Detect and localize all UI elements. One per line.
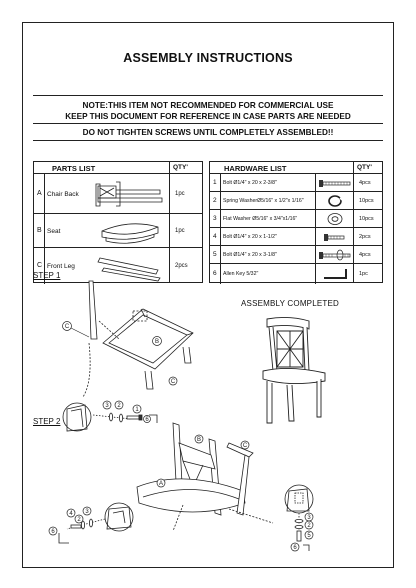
callout-6: 6 — [145, 417, 149, 423]
spring-washer-icon — [318, 194, 352, 208]
notice-line-3: DO NOT TIGHTEN SCREWS UNTIL COMPLETELY ASSEMBLED!! — [33, 123, 383, 138]
notice-line-2: KEEP THIS DOCUMENT FOR REFERENCE IN CASE PARTS ARE NEEDED — [65, 112, 351, 121]
hardware-name: Bolt Ø1/4" x 20 x 3-1/8" — [223, 252, 277, 258]
part-letter: C — [37, 262, 43, 269]
step-1-label: STEP 1 — [33, 271, 61, 280]
hardware-qty: 10pcs — [359, 198, 374, 204]
hardware-qty-heading: QTY' — [357, 164, 372, 171]
hardware-row — [210, 228, 382, 246]
hardware-row — [210, 246, 382, 264]
flat-washer-icon — [318, 212, 352, 226]
hardware-number: 2 — [213, 197, 217, 204]
part-name: Front Leg — [47, 263, 75, 270]
hardware-row — [210, 210, 382, 228]
hardware-list-heading: HARDWARE LIST — [224, 164, 287, 173]
callout-c: C — [64, 324, 70, 331]
parts-list-heading: PARTS LIST — [52, 164, 96, 173]
hardware-qty: 1pc — [359, 271, 368, 277]
instruction-sheet — [22, 22, 394, 568]
hardware-name: Allen Key 5/32" — [223, 271, 259, 277]
hardware-number: 1 — [213, 179, 217, 186]
part-letter: A — [37, 190, 42, 197]
parts-list-table — [33, 161, 203, 283]
step-2-diagram — [33, 413, 353, 553]
callout-3: 3 — [105, 403, 109, 409]
callout-6-step2: 6 — [51, 529, 55, 535]
callout-c-alt: C — [170, 379, 176, 385]
part-qty: 2pcs — [175, 263, 188, 269]
hardware-qty: 4pcs — [359, 252, 371, 258]
part-qty: 1pc — [175, 191, 185, 197]
allen-key-icon — [318, 266, 352, 282]
hardware-qty: 4pcs — [359, 180, 371, 186]
hardware-qty: 10pcs — [359, 216, 374, 222]
hardware-number: 3 — [213, 215, 217, 222]
hardware-number: 4 — [213, 233, 217, 240]
part-letter: B — [37, 227, 42, 234]
hardware-row — [210, 192, 382, 210]
completed-chair-drawing — [259, 317, 329, 427]
hardware-name: Bolt Ø1/4" x 20 x 2-3/8" — [223, 180, 277, 186]
hardware-number: 6 — [213, 270, 217, 277]
hardware-list-table — [209, 161, 383, 283]
long-bolt-icon — [318, 176, 352, 190]
part-qty: 1pc — [175, 228, 185, 234]
step-1-diagram — [33, 281, 233, 431]
callout-3-right: 3 — [307, 515, 311, 521]
parts-row-chair-back — [34, 174, 202, 214]
parts-qty-heading: QTY' — [173, 164, 188, 171]
hardware-row — [210, 174, 382, 192]
notice-box — [33, 95, 383, 141]
hardware-list-header — [210, 162, 382, 174]
callout-c-step2: C — [242, 443, 248, 449]
step-2-label: STEP 2 — [33, 417, 61, 426]
callout-2: 2 — [117, 403, 121, 409]
hardware-number: 5 — [213, 251, 217, 258]
callout-1: 1 — [135, 407, 139, 413]
page-title: ASSEMBLY INSTRUCTIONS — [123, 51, 293, 65]
parts-row-seat — [34, 214, 202, 248]
callout-6-right: 6 — [293, 545, 297, 551]
notice-line-1: NOTE:THIS ITEM NOT RECOMMENDED FOR COMMERCIAL USE — [82, 101, 334, 110]
hardware-name: Spring WasherØ5/16" x 1/2"x 1/16" — [223, 198, 304, 204]
hardware-qty: 2pcs — [359, 234, 371, 240]
part-name: Seat — [47, 228, 61, 235]
short-bolt-icon — [318, 230, 352, 244]
front-leg-drawing — [94, 250, 166, 282]
medium-bolt-icon — [318, 248, 352, 262]
parts-list-header — [34, 162, 202, 174]
hardware-row — [210, 264, 382, 284]
callout-2-step2: 2 — [77, 517, 81, 523]
hardware-name: Bolt Ø1/4" x 20 x 1-1/2" — [223, 234, 277, 240]
callout-b-step2: B — [196, 437, 202, 443]
callout-4-step2: 4 — [69, 511, 73, 517]
part-name: Chair Back — [47, 191, 79, 198]
callout-b: B — [154, 339, 160, 346]
callout-5-right: 5 — [307, 533, 311, 539]
hardware-name: Flat Washer Ø5/16" x 3/4"x1/16" — [223, 216, 298, 222]
assembly-completed-label: ASSEMBLY COMPLETED — [241, 299, 339, 308]
callout-2-right: 2 — [307, 523, 311, 529]
callout-3-step2: 3 — [85, 509, 89, 515]
seat-drawing — [96, 217, 166, 245]
callout-a-step2: A — [158, 481, 164, 487]
chair-back-drawing — [94, 178, 166, 210]
